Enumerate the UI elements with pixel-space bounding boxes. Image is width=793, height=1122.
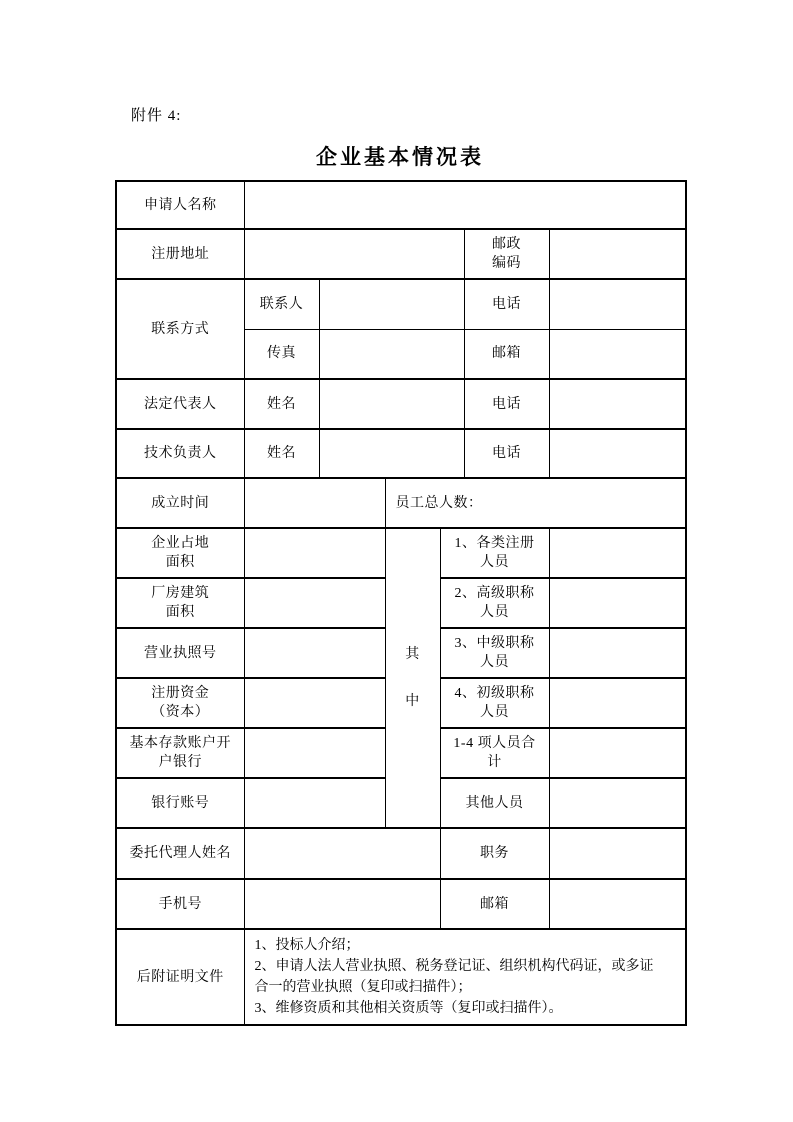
- table-row: [116, 879, 686, 929]
- land-area-input-cell[interactable]: [244, 528, 385, 578]
- table-row: [116, 379, 686, 429]
- applicant-name-input-cell[interactable]: [244, 181, 686, 229]
- attached-doc-item: 2、申请人法人营业执照、税务登记证、组织机构代码证，或多证合一的营业执照（复印或扫描件）；: [254, 959, 654, 995]
- legal-rep-name-input-cell[interactable]: [319, 379, 464, 429]
- contact-phone-input-cell[interactable]: [549, 279, 686, 329]
- fax-email-input-cell[interactable]: [549, 329, 686, 379]
- registered-capital-input-cell[interactable]: [244, 678, 385, 728]
- mobile-email-input-cell[interactable]: [549, 879, 686, 929]
- attached-documents-list: [244, 929, 686, 1025]
- table-row: [116, 181, 686, 229]
- contact-method-label: 联系方式: [116, 279, 244, 379]
- legal-rep-phone-label: 电话: [464, 379, 549, 429]
- registered-address-input-cell[interactable]: [244, 229, 464, 279]
- tech-director-phone-label: 电话: [464, 429, 549, 478]
- table-row: [116, 828, 686, 879]
- table-row: [116, 929, 686, 1025]
- staff-senior-input-cell[interactable]: [549, 578, 686, 628]
- legal-rep-name-label: 姓名: [244, 379, 319, 429]
- position-input-cell[interactable]: [549, 828, 686, 879]
- legal-representative-label: 法定代表人: [116, 379, 244, 429]
- table-row: [116, 478, 686, 528]
- table-row: [116, 229, 686, 279]
- technical-director-label: 技术负责人: [116, 429, 244, 478]
- staff-junior-label: 4、初级职称 人员: [440, 678, 549, 728]
- contact-person-label: 联系人: [244, 279, 319, 329]
- bank-of-deposit-label: 基本存款账户开 户银行: [116, 728, 244, 778]
- staff-total-input-cell[interactable]: [549, 728, 686, 778]
- staff-registered-input-cell[interactable]: [549, 528, 686, 578]
- total-staff-cell[interactable]: 员工总人数：: [385, 478, 686, 528]
- staff-intermediate-label: 3、中级职称 人员: [440, 628, 549, 678]
- legal-rep-phone-input-cell[interactable]: [549, 379, 686, 429]
- staff-other-label: 其他人员: [440, 778, 549, 828]
- bank-account-label: 银行账号: [116, 778, 244, 828]
- applicant-name-label: 申请人名称: [116, 181, 244, 229]
- postal-code-input-cell[interactable]: [549, 229, 686, 279]
- business-license-input-cell[interactable]: [244, 628, 385, 678]
- established-date-label: 成立时间: [116, 478, 244, 528]
- attached-doc-item: 1、投标人介绍；: [254, 938, 360, 953]
- established-date-input-cell[interactable]: [244, 478, 385, 528]
- tech-director-phone-input-cell[interactable]: [549, 429, 686, 478]
- registered-capital-label: 注册资金 （资本）: [116, 678, 244, 728]
- staff-junior-input-cell[interactable]: [549, 678, 686, 728]
- tech-director-name-input-cell[interactable]: [319, 429, 464, 478]
- land-area-label: 企业占地 面积: [116, 528, 244, 578]
- business-license-label: 营业执照号: [116, 628, 244, 678]
- postal-code-label: 邮政 编码: [464, 229, 549, 279]
- attached-doc-item: 3、维修资质和其他相关资质等（复印或扫描件）。: [254, 1001, 563, 1016]
- staff-total-label: 1-4 项人员合 计: [440, 728, 549, 778]
- attached-documents-label: 后附证明文件: [116, 929, 244, 1025]
- contact-phone-label: 电话: [464, 279, 549, 329]
- agent-name-input-cell[interactable]: [244, 828, 440, 879]
- tech-director-name-label: 姓名: [244, 429, 319, 478]
- staff-intermediate-input-cell[interactable]: [549, 628, 686, 678]
- among-which-label: 其 中: [385, 528, 440, 828]
- fax-label: 传真: [244, 329, 319, 379]
- building-area-input-cell[interactable]: [244, 578, 385, 628]
- table-row: [116, 279, 686, 329]
- staff-senior-label: 2、高级职称 人员: [440, 578, 549, 628]
- staff-registered-label: 1、各类注册 人员: [440, 528, 549, 578]
- staff-other-input-cell[interactable]: [549, 778, 686, 828]
- fax-input-cell[interactable]: [319, 329, 464, 379]
- mobile-input-cell[interactable]: [244, 879, 440, 929]
- bank-account-input-cell[interactable]: [244, 778, 385, 828]
- mobile-email-label: 邮箱: [440, 879, 549, 929]
- table-row: [116, 528, 686, 578]
- fax-email-label: 邮箱: [464, 329, 549, 379]
- registered-address-label: 注册地址: [116, 229, 244, 279]
- building-area-label: 厂房建筑 面积: [116, 578, 244, 628]
- table-row: [116, 429, 686, 478]
- agent-name-label: 委托代理人姓名: [116, 828, 244, 879]
- position-label: 职务: [440, 828, 549, 879]
- mobile-label: 手机号: [116, 879, 244, 929]
- page-title: 企业基本情况表: [316, 145, 484, 169]
- contact-person-input-cell[interactable]: [319, 279, 464, 329]
- enterprise-info-table: [115, 180, 687, 1026]
- attachment-label: 附件 4:: [131, 108, 182, 124]
- bank-of-deposit-input-cell[interactable]: [244, 728, 385, 778]
